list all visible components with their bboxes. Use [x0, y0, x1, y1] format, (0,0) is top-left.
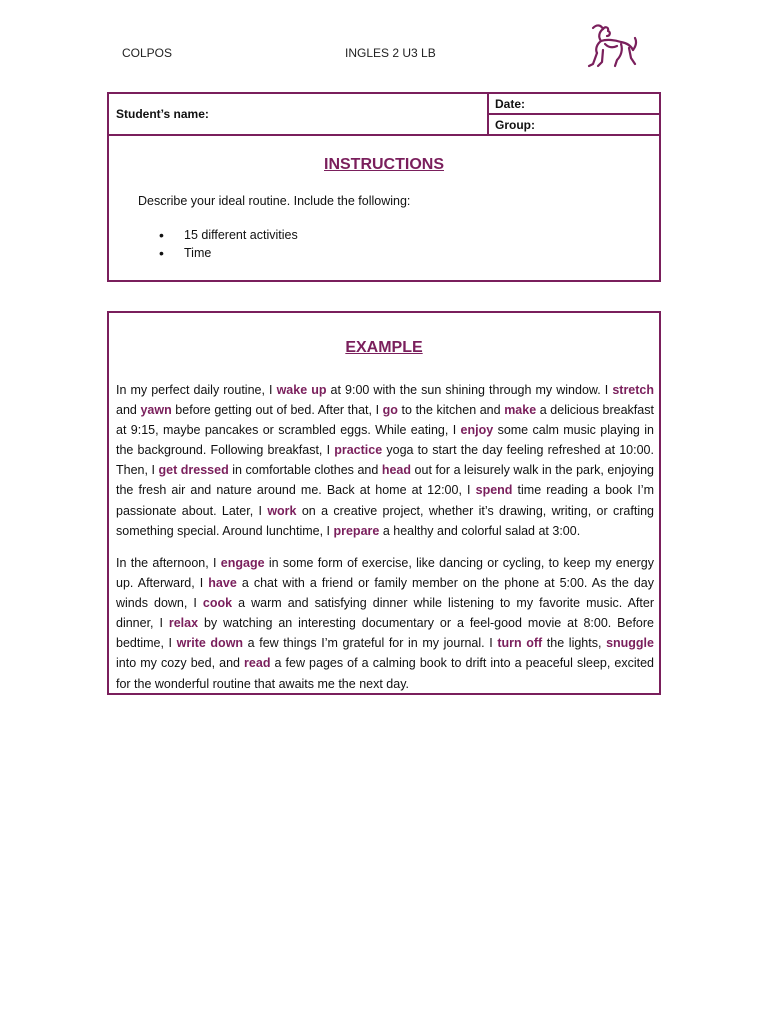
- paragraph-text: the lights,: [542, 636, 607, 651]
- paragraph-text: some calm music playing in the background. Following breakfast, I: [116, 423, 654, 458]
- paragraph-text: a delicious breakfast at 9:15, maybe pancakes or scrambled eggs. While eating, I: [116, 403, 654, 438]
- instructions-list: [159, 226, 298, 262]
- example-title: EXAMPLE: [345, 339, 423, 356]
- paragraph-text: out for a leisurely walk in the park, enjoying the fresh air and nature around me. Back at home at 12:00, I: [116, 463, 654, 498]
- paragraph-text: into my cozy bed, and: [116, 656, 245, 671]
- paragraph-text: by watching an interesting documentary or a feel-good movie at 8:00. Before bedtime, I: [116, 616, 654, 651]
- paragraph-text: In my perfect daily routine, I: [116, 383, 277, 397]
- example-paragraph-1: [116, 380, 654, 541]
- highlighted-verb: enjoy: [460, 423, 494, 438]
- highlighted-verb: yawn: [140, 403, 172, 418]
- instructions-box: [107, 134, 661, 282]
- list-item: • Time: [159, 244, 298, 262]
- paragraph-text: and: [116, 403, 141, 418]
- paragraph-text: a healthy and colorful salad at 3:00.: [379, 523, 581, 538]
- date-label: Date:: [489, 94, 659, 115]
- lion-logo-icon: [585, 22, 639, 70]
- paragraph-text: a few pages of a calming book to drift into a peaceful sleep, excited for the wonderful routine that awaits me the next day.: [116, 656, 654, 691]
- highlighted-verb: turn off: [497, 636, 543, 651]
- highlighted-verb: write down: [176, 636, 244, 651]
- paragraph-text: on a creative project, whether it’s drawing, writing, or crafting something special. Around lunchtime, I: [116, 503, 654, 538]
- student-name-label: Student’s name:: [109, 94, 489, 136]
- instructions-title: INSTRUCTIONS: [324, 156, 444, 173]
- instructions-text: Describe your ideal routine. Include the following:: [138, 194, 411, 208]
- highlighted-verb: go: [382, 403, 398, 418]
- highlighted-verb: snuggle: [606, 636, 654, 651]
- highlighted-verb: engage: [220, 556, 265, 570]
- highlighted-verb: cook: [202, 596, 233, 611]
- highlighted-verb: wake up: [276, 383, 327, 397]
- paragraph-text: at 9:00 with the sun shining through my window. I: [326, 383, 613, 397]
- paragraph-text: a chat with a friend or family member on the phone at 5:00. As the day winds down, I: [116, 576, 655, 611]
- highlighted-verb: prepare: [333, 523, 380, 538]
- highlighted-verb: practice: [334, 443, 383, 458]
- paragraph-text: before getting out of bed. After that, I: [171, 403, 383, 418]
- highlighted-verb: spend: [475, 483, 513, 498]
- highlighted-verb: get dressed: [158, 463, 229, 478]
- student-info-table: [107, 92, 661, 136]
- example-box: [107, 311, 661, 695]
- highlighted-verb: stretch: [612, 383, 655, 397]
- paragraph-text: in some form of exercise, like dancing or cycling, to keep my energy up. Afterward, I: [116, 556, 655, 591]
- paragraph-text: time reading a book I’m passionate about. Later, I: [116, 483, 654, 518]
- header-course: INGLES 2 U3 LB: [345, 46, 436, 60]
- paragraph-text: a warm and satisfying dinner while listening to my favorite music. After dinner, I: [116, 596, 654, 631]
- highlighted-verb: make: [504, 403, 537, 418]
- highlighted-verb: work: [267, 503, 297, 518]
- highlighted-verb: head: [381, 463, 412, 478]
- paragraph-text: a few things I’m grateful for in my journal. I: [243, 636, 498, 651]
- paragraph-text: to the kitchen and: [397, 403, 505, 418]
- paragraph-text: In the afternoon, I: [116, 556, 221, 570]
- list-item: • 15 different activities: [159, 226, 298, 244]
- group-label: Group:: [495, 118, 535, 132]
- paragraph-text: yoga to start the day feeling refreshed at 10:00. Then, I: [116, 443, 654, 478]
- header-institution: COLPOS: [122, 46, 173, 60]
- example-paragraph-2: [116, 553, 654, 694]
- paragraph-text: in comfortable clothes and: [228, 463, 382, 478]
- highlighted-verb: relax: [168, 616, 199, 631]
- highlighted-verb: have: [208, 576, 237, 591]
- highlighted-verb: read: [244, 656, 271, 671]
